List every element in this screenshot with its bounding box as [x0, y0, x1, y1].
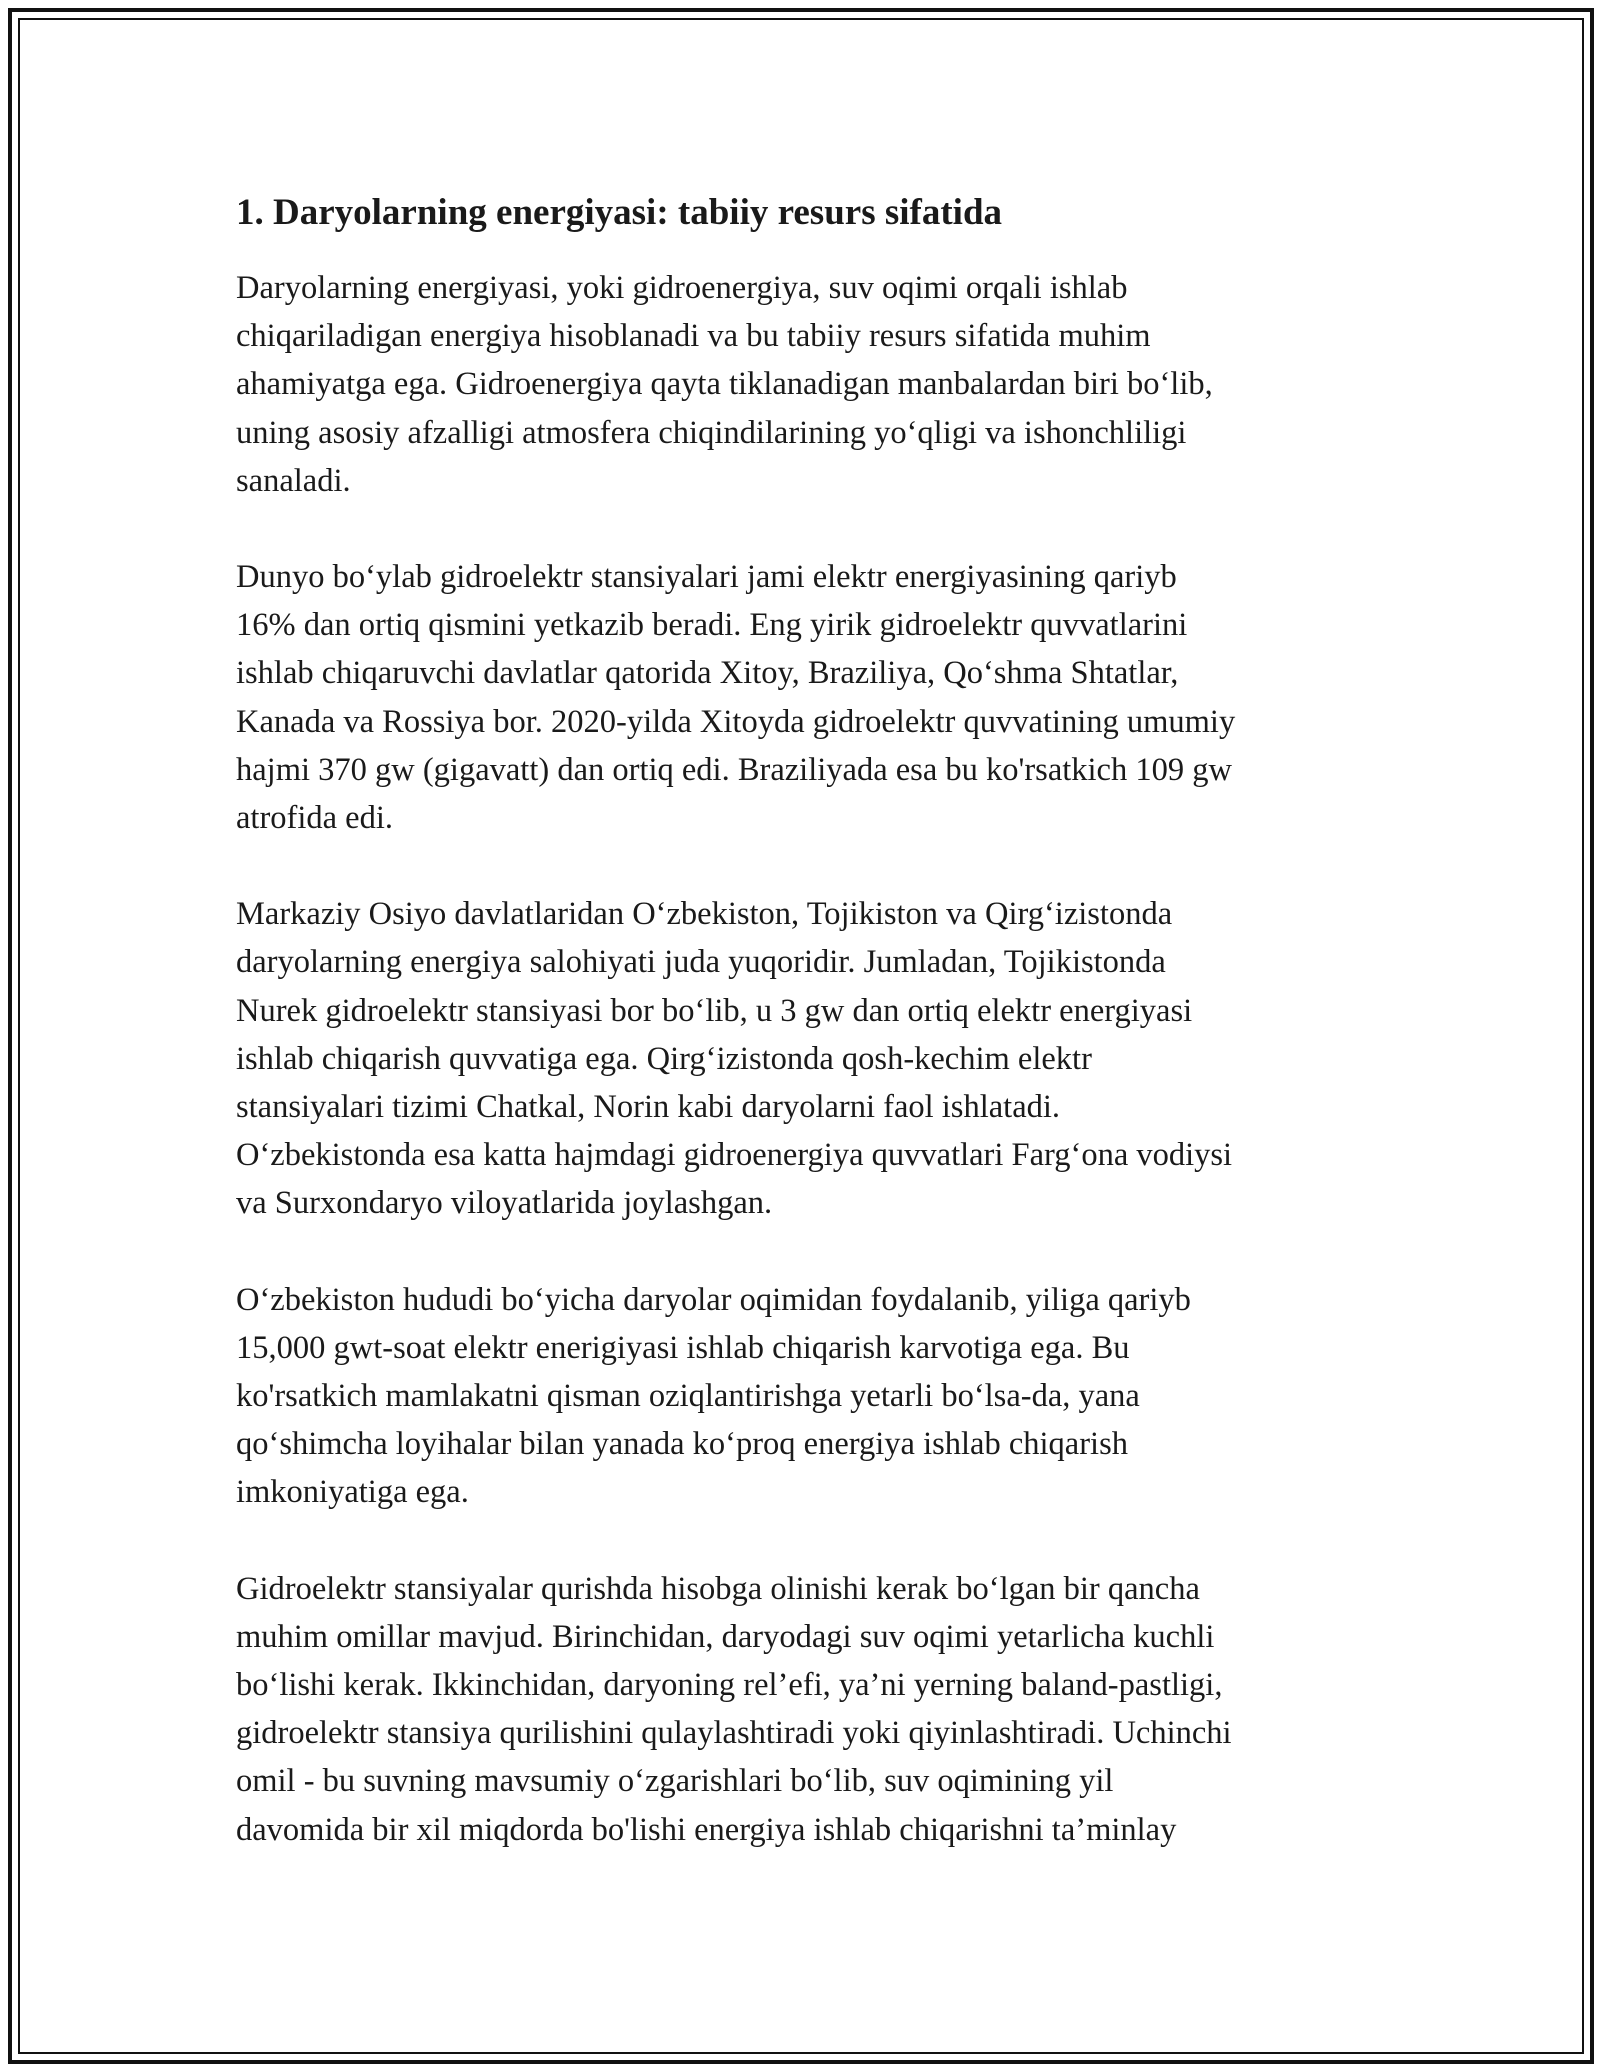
- paragraph-line: ko'rsatkich mamlakatni qisman oziqlantirishga yetarli bo‘lsa-da, yana: [236, 1378, 1140, 1415]
- paragraph-line: imkoniyatiga ega.: [236, 1474, 469, 1511]
- paragraph-line: O‘zbekiston hududi bo‘yicha daryolar oqimidan foydalanib, yiliga qariyb: [236, 1281, 1191, 1318]
- paragraph-line: ishlab chiqarish quvvatiga ega. Qirg‘izistonda qosh-kechim elektr: [236, 1040, 1092, 1077]
- section-heading: 1. Daryolarning energiyasi: tabiiy resurs sifatida: [236, 192, 1003, 233]
- paragraph-line: bo‘lishi kerak. Ikkinchidan, daryoning rel’efi, ya’ni yerning baland-pastligi,: [236, 1667, 1223, 1704]
- paragraph-container: [236, 264, 1376, 1854]
- paragraph-4: [236, 1276, 1376, 1517]
- paragraph-line: atrofida edi.: [236, 800, 394, 837]
- paragraph-line: ishlab chiqaruvchi davlatlar qatorida Xitoy, Braziliya, Qo‘shma Shtatlar,: [236, 655, 1179, 692]
- paragraph-line: 15,000 gwt-soat elektr enerigiyasi ishlab chiqarish karvotiga ega. Bu: [236, 1329, 1130, 1366]
- paragraph-line: Daryolarning energiyasi, yoki gidroenergiya, suv oqimi orqali ishlab: [236, 270, 1128, 306]
- paragraph-line: Kanada va Rossiya bor. 2020-yilda Xitoyda gidroelektr quvvatining umumiy: [236, 703, 1236, 740]
- paragraph-line: muhim omillar mavjud. Birinchidan, daryodagi suv oqimi yetarlicha kuchli: [236, 1618, 1215, 1655]
- paragraph-line: daryolarning energiya salohiyati juda yuqoridir. Jumladan, Tojikistonda: [236, 944, 1166, 981]
- paragraph-2: [236, 553, 1376, 842]
- paragraph-line: Dunyo bo‘ylab gidroelektr stansiyalari jami elektr energiyasining qariyb: [236, 559, 1177, 596]
- paragraph-line: uning asosiy afzalligi atmosfera chiqindilarining yo‘qligi va ishonchliligi: [236, 414, 1187, 451]
- paragraph-1: [236, 264, 1376, 505]
- paragraph-line: stansiyalari tizimi Chatkal, Norin kabi daryolarni faol ishlatadi.: [236, 1089, 1061, 1126]
- document-body: [236, 188, 1376, 1902]
- paragraph-line: ahamiyatga ega. Gidroenergiya qayta tiklanadigan manbalardan biri bo‘lib,: [236, 366, 1213, 403]
- paragraph-line: omil - bu suvning mavsumiy o‘zgarishlari bo‘lib, suv oqimining yil: [236, 1763, 1114, 1800]
- paragraph-line: O‘zbekistonda esa katta hajmdagi gidroenergiya quvvatlari Farg‘ona vodiysi: [236, 1137, 1233, 1174]
- paragraph-line: Markaziy Osiyo davlatlaridan O‘zbekiston, Tojikiston va Qirg‘izistonda: [236, 896, 1173, 933]
- paragraph-line: chiqariladigan energiya hisoblanadi va bu tabiiy resurs sifatida muhim: [236, 318, 1151, 355]
- paragraph-line: Gidroelektr stansiyalar qurishda hisobga olinishi kerak bo‘lgan bir qancha: [236, 1570, 1200, 1607]
- paragraph-line: Nurek gidroelektr stansiyasi bor bo‘lib, u 3 gw dan ortiq elektr energiyasi: [236, 992, 1193, 1029]
- paragraph-5: [236, 1565, 1376, 1854]
- paragraph-line: hajmi 370 gw (gigavatt) dan ortiq edi. Braziliyada esa bu ko'rsatkich 109 gw: [236, 751, 1232, 788]
- paragraph-line: qo‘shimcha loyihalar bilan yanada ko‘proq energiya ishlab chiqarish: [236, 1426, 1128, 1463]
- paragraph-3: [236, 890, 1376, 1227]
- paragraph-line: 16% dan ortiq qismini yetkazib beradi. Eng yirik gidroelektr quvvatlarini: [236, 607, 1188, 644]
- paragraph-line: davomida bir xil miqdorda bo'lishi energiya ishlab chiqarishni ta’minlay: [236, 1811, 1177, 1848]
- paragraph-line: gidroelektr stansiya qurilishini qulaylashtiradi yoki qiyinlashtiradi. Uchinchi: [236, 1715, 1232, 1752]
- paragraph-line: sanaladi.: [236, 462, 351, 499]
- paragraph-line: va Surxondaryo viloyatlarida joylashgan.: [236, 1185, 773, 1222]
